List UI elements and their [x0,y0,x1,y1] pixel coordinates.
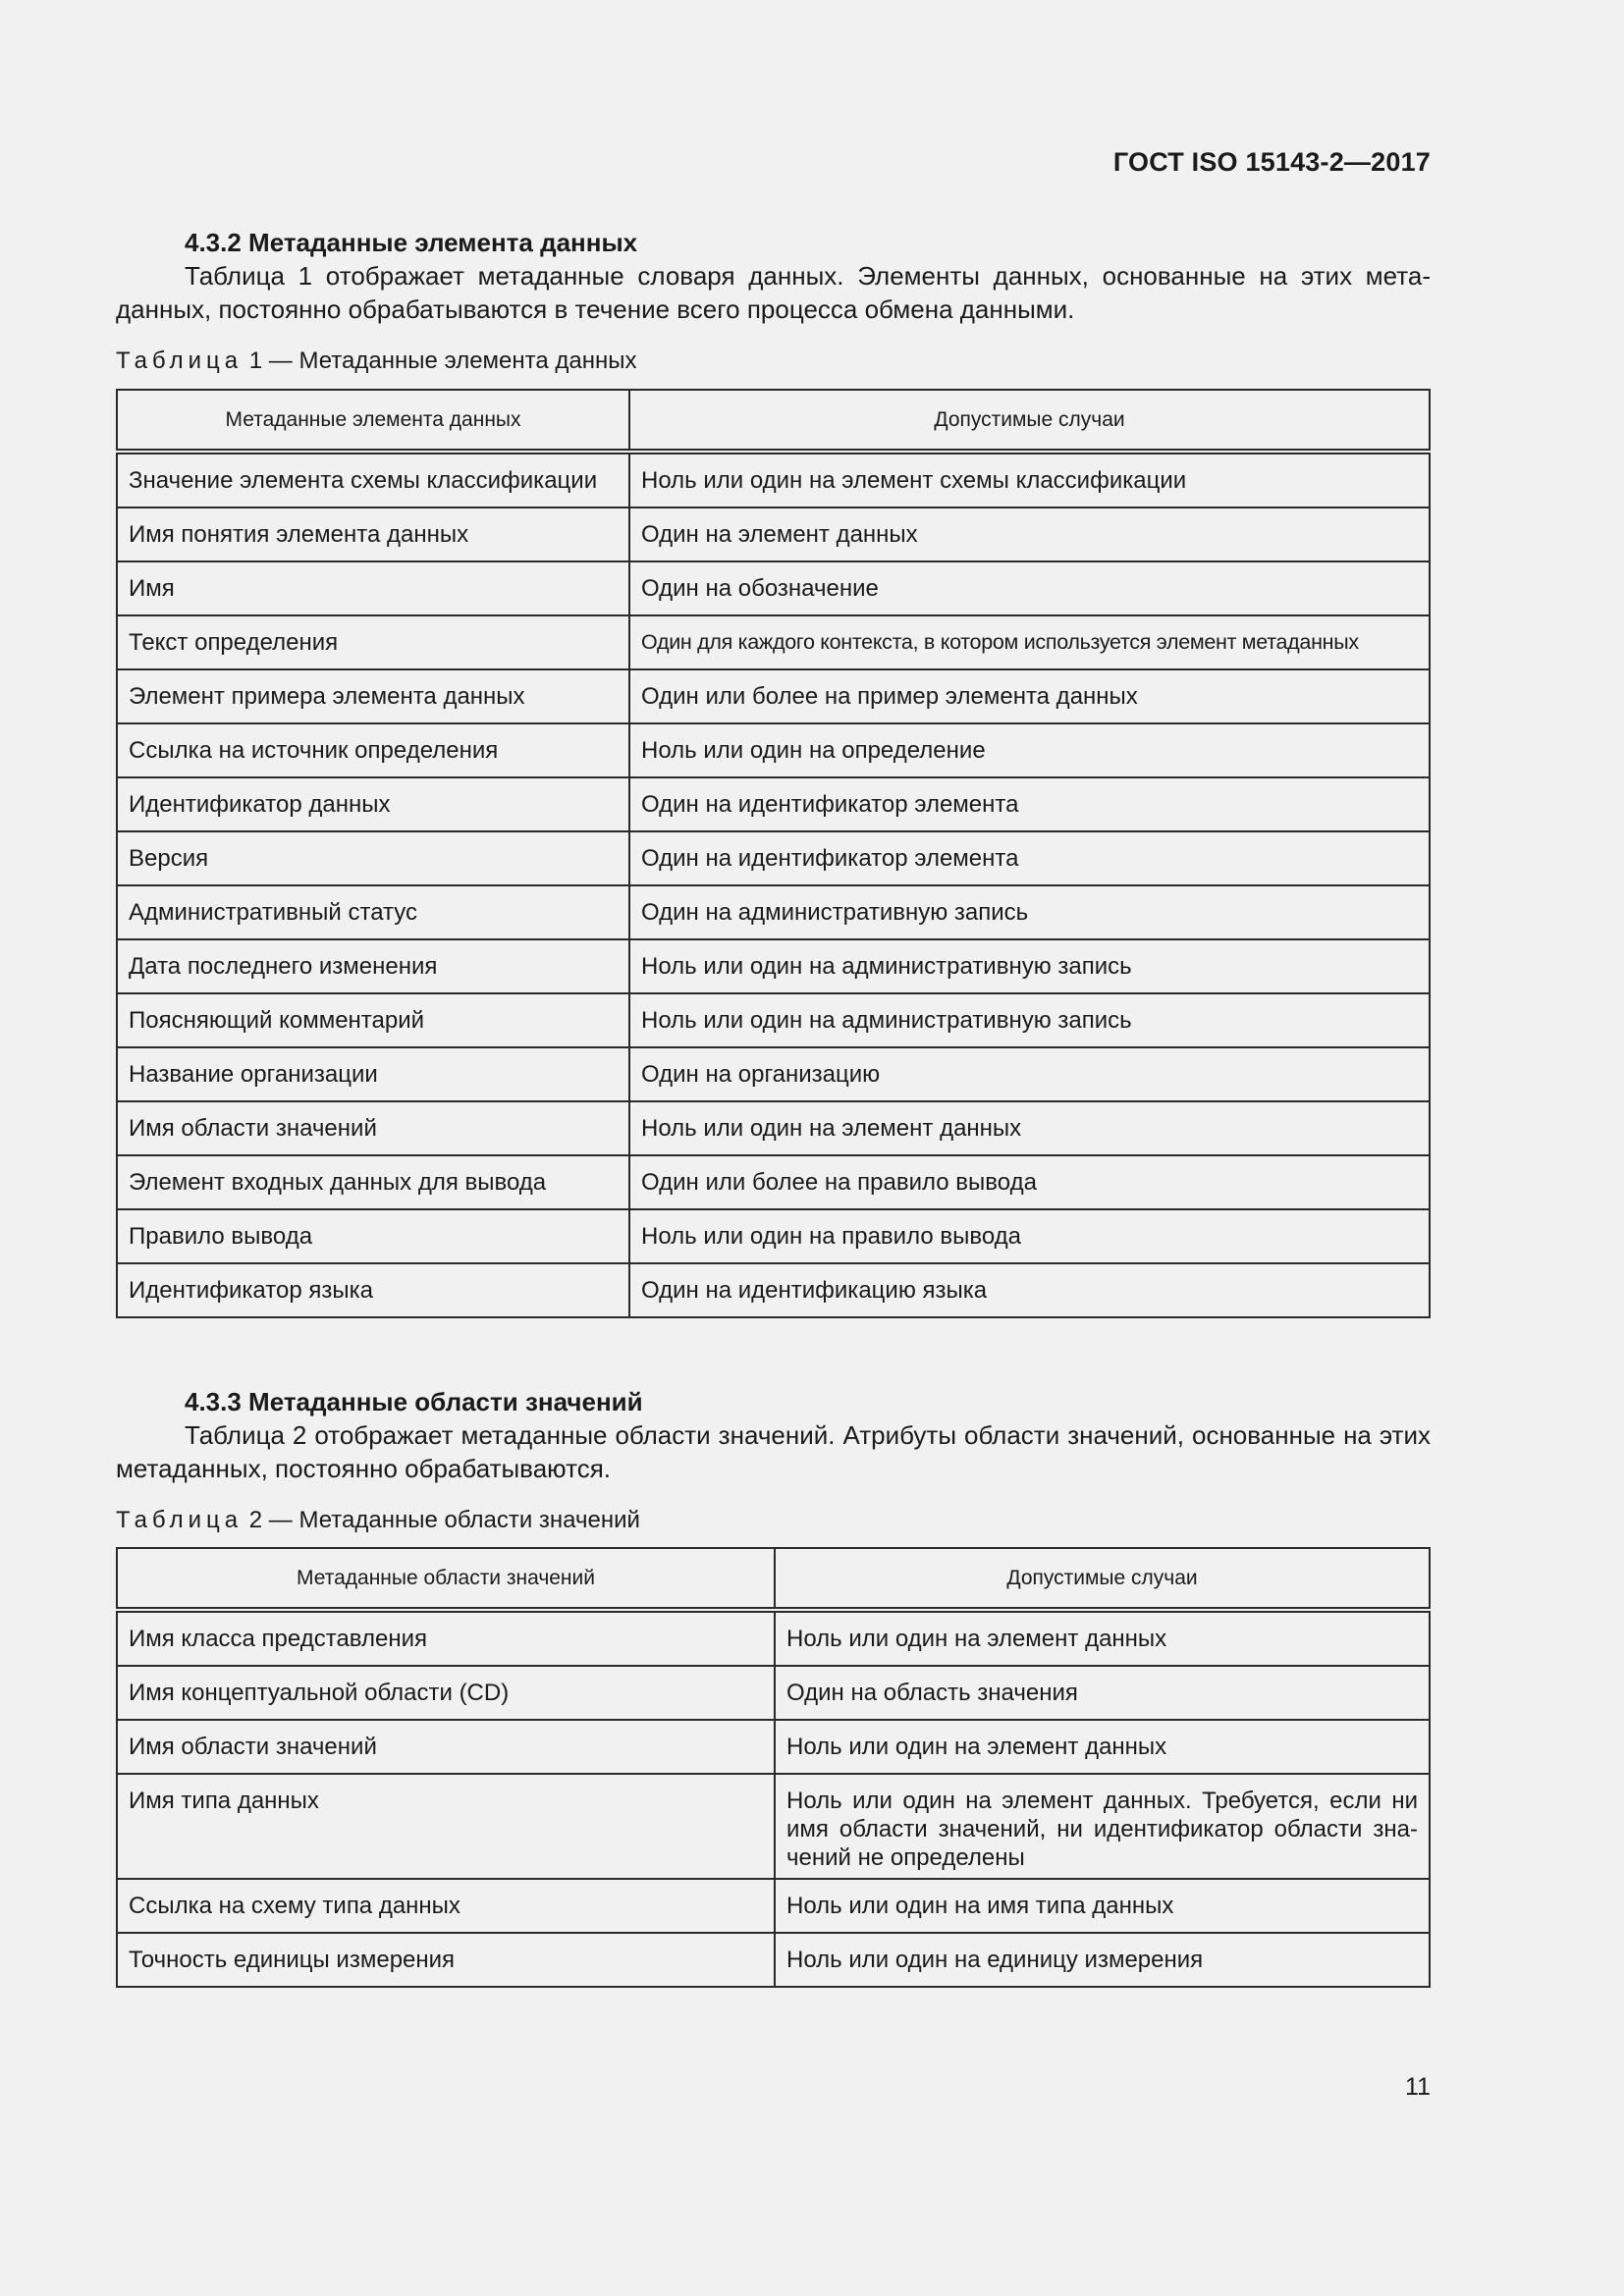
table-cell: Идентификатор языка [117,1263,629,1317]
table-row [117,1933,1430,1987]
page-number: 11 [1405,2073,1431,2101]
table-row [117,507,1430,561]
table-cell: Один на элемент данных [629,507,1430,561]
table-cell: Название организации [117,1047,629,1101]
table-row [117,615,1430,669]
caption-label: Таблица [116,1507,244,1533]
section-title-4-3-3: 4.3.3 Метаданные области значений [185,1387,643,1416]
table-cell: Один на идентификатор элемента [629,831,1430,885]
table-cell: Ссылка на схему типа данных [117,1879,775,1933]
table-row [117,1610,1430,1666]
table-row [117,1263,1430,1317]
table-1-caption [116,347,637,375]
paragraph-text: Таблица 1 отображает метаданные словаря данных. Элементы данных, основанные на этих мета-данных, постоянно обрабатываются в течение всего процесса обмена данными. [116,261,1431,324]
table-row [117,1666,1430,1720]
table-header-row [117,1548,1430,1610]
table-row [117,452,1430,507]
caption-text: 2 — Метаданные области значений [248,1507,640,1533]
table-cell: Имя области значений [117,1101,629,1155]
table-row [117,561,1430,615]
document-page [116,0,1431,2296]
table-1 [116,389,1431,1318]
table-cell: Один или более на правило вывода [629,1155,1430,1209]
column-header: Допустимые случаи [775,1548,1430,1610]
table-cell: Идентификатор данных [117,777,629,831]
table-cell: Один на область значения [775,1666,1430,1720]
table-cell: Ноль или один на единицу измерения [775,1933,1430,1987]
table-cell: Элемент входных данных для вывода [117,1155,629,1209]
table-cell: Поясняющий комментарий [117,993,629,1047]
table-cell: Значение элемента схемы классификации [117,452,629,507]
table-cell: Один или более на пример элемента данных [629,669,1430,723]
table-2-caption [116,1507,640,1534]
table-cell: Один на идентификацию языка [629,1263,1430,1317]
table-row [117,831,1430,885]
table-cell: Ноль или один на элемент данных [775,1720,1430,1774]
table-cell: Один на административную запись [629,885,1430,939]
table-2 [116,1547,1431,1988]
table-cell: Имя [117,561,629,615]
table-row [117,723,1430,777]
table-cell: Административный статус [117,885,629,939]
paragraph-text: Таблица 2 отображает метаданные области значений. Атрибуты области значений, основанные на этих метаданных, постоянно обрабатываются. [116,1420,1431,1483]
table-cell: Ноль или один на элемент схемы классификации [629,452,1430,507]
table-cell: Ссылка на источник определения [117,723,629,777]
table-cell: Имя понятия элемента данных [117,507,629,561]
table-row [117,939,1430,993]
table-cell: Текст определения [117,615,629,669]
table-row [117,1047,1430,1101]
table-row [117,1720,1430,1774]
table-row [117,1155,1430,1209]
column-header: Метаданные области значений [117,1548,775,1610]
table-cell: Ноль или один на определение [629,723,1430,777]
table-cell: Точность единицы измерения [117,1933,775,1987]
document-id-header: ГОСТ ISO 15143-2—2017 [1112,147,1431,177]
table-row [117,777,1430,831]
table-cell: Ноль или один на административную запись [629,939,1430,993]
table-cell: Ноль или один на имя типа данных [775,1879,1430,1933]
table-row [117,1879,1430,1933]
caption-label: Таблица [116,347,244,374]
table-cell: Ноль или один на административную запись [629,993,1430,1047]
table-cell: Версия [117,831,629,885]
table-cell: Правило вывода [117,1209,629,1263]
table-header-row [117,390,1430,452]
table-cell: Имя области значений [117,1720,775,1774]
table-cell: Имя концептуальной области (CD) [117,1666,775,1720]
table-row [117,1209,1430,1263]
table-cell: Дата последнего изменения [117,939,629,993]
table-cell: Ноль или один на элемент данных [775,1610,1430,1666]
table-row [117,993,1430,1047]
table-cell: Один на идентификатор элемента [629,777,1430,831]
table-row [117,885,1430,939]
caption-text: 1 — Метаданные элемента данных [248,347,637,374]
table-cell: Ноль или один на элемент данных. Требуется, если ни имя области значений, ни идентификатор области зна-чений не определены [775,1774,1430,1879]
table-row [117,669,1430,723]
table-cell: Элемент примера элемента данных [117,669,629,723]
table-cell: Один на обозначение [629,561,1430,615]
section-4-3-2-paragraph [116,259,1431,326]
table-cell: Имя класса представления [117,1610,775,1666]
table-cell: Один для каждого контекста, в котором используется элемент метаданных [629,615,1430,669]
column-header: Допустимые случаи [629,390,1430,452]
table-cell: Ноль или один на элемент данных [629,1101,1430,1155]
table-cell: Имя типа данных [117,1774,775,1879]
table-cell: Один на организацию [629,1047,1430,1101]
section-4-3-3-paragraph [116,1418,1431,1485]
table-cell: Ноль или один на правило вывода [629,1209,1430,1263]
column-header: Метаданные элемента данных [117,390,629,452]
table-row [117,1101,1430,1155]
table-row [117,1774,1430,1879]
section-title-4-3-2: 4.3.2 Метаданные элемента данных [185,228,638,257]
